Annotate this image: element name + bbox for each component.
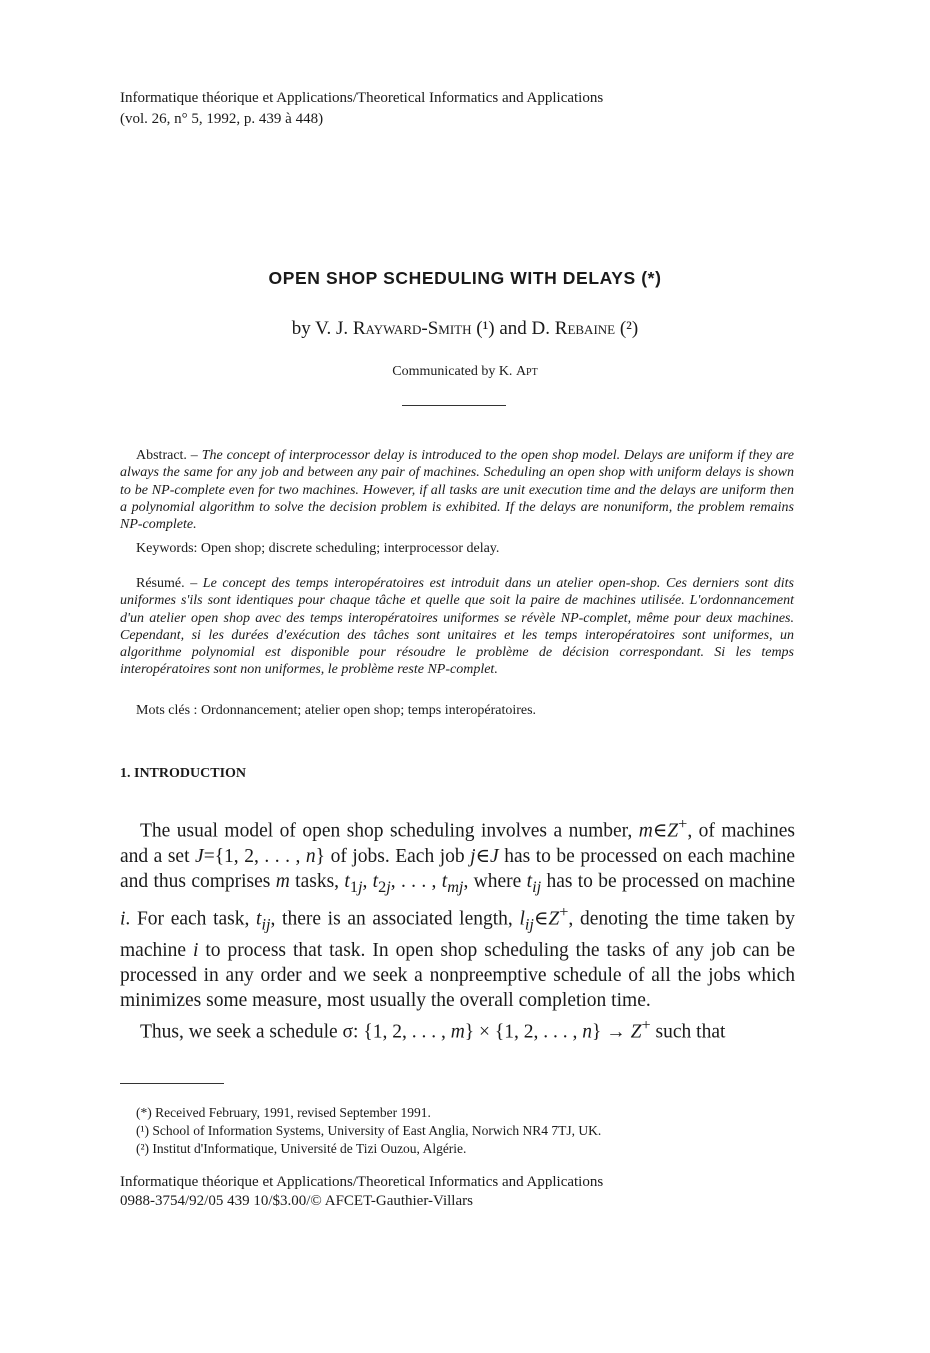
footer-code: 0988-3754/92/05 439 10/$3.00/© AFCET-Gauthier-Villars xyxy=(120,1193,473,1209)
by-text: by V. J. xyxy=(291,318,349,339)
footer-journal: Informatique théorique et Applications/Theoretical Informatics and Applications xyxy=(120,1174,604,1190)
communicated-by xyxy=(0,364,930,380)
intro-paragraph-2: Thus, we seek a schedule σ: {1, 2, . . . , m} × {1, 2, . . . , n} → Z+ such that xyxy=(140,1016,726,1043)
intro-body xyxy=(120,812,795,1045)
journal-name: Informatique théorique et Applications/Theoretical Informatics and Applications xyxy=(120,90,604,106)
footnote-author-2: (²) Institut d'Informatique, Université de Tizi Ouzou, Algérie. xyxy=(136,1141,467,1156)
footnote-author-1: (¹) School of Information Systems, University of East Anglia, Norwich NR4 7TJ, UK. xyxy=(136,1123,602,1138)
abstract xyxy=(120,447,794,533)
mots-cles: Mots clés : Ordonnancement; atelier open shop; temps interopératoires. xyxy=(136,703,537,718)
section-heading: 1. INTRODUCTION xyxy=(120,766,247,781)
paper-title: OPEN SHOP SCHEDULING WITH DELAYS (*) xyxy=(268,268,662,288)
author-1-footnote: (¹) and D. xyxy=(476,318,551,339)
author-1: Rayward-Smith xyxy=(352,318,472,339)
author-2-footnote: (²) xyxy=(619,318,639,339)
resume-label: Résumé. – xyxy=(136,576,198,591)
footnote-received: (*) Received February, 1991, revised September 1991. xyxy=(136,1105,431,1120)
author-line xyxy=(0,318,930,340)
keywords: Keywords: Open shop; discrete scheduling; interprocessor delay. xyxy=(136,541,500,556)
author-2: Rebaine xyxy=(554,318,616,339)
abstract-label: Abstract. – xyxy=(136,448,198,463)
communicated-label: Communicated by K. xyxy=(392,364,513,379)
intro-paragraph-1: The usual model of open shop scheduling involves a number, m∈Z+, of machines and a set J={1, 2, . . . , n} of jobs. Each job j∈J has to be processed on each machine and thus comprises m tasks, $t_{1j}$, $t_{2j}$, . . . , $t_{mj}$, where $t_{ij}$ has to be processed on machine i. For each task, $t_{ij}$, there is an associated length, $l_{ij}\in Z^+$, denoting the time taken by machine i to process that task. In open shop scheduling the tasks of any job can be processed in any order and we seek a nonpreemptive schedule of all the jobs which minimizes some measure, most usually the overall completion time. xyxy=(120,815,796,1011)
volume-info: (vol. 26, n° 5, 1992, p. 439 à 448) xyxy=(120,111,324,127)
resume-text: Le concept des temps interopératoires est introduit dans un atelier open-shop. Ces derniers sont dits uniformes s'ils sont identiques pour chaque tâche et quelle que soit la paire de machines utilisée. L'ordonnancement d'un atelier open shop avec des temps interopératoires uniformes se révèle NP-complet, même pour deux machines. Cependant, si les durées d'exécution des tâches sont unitaires et les temps interopératoires sont uniformes, un algorithme polynomial est disponible pour résoudre le problème de décision correspondant. Si les temps interopératoires sont non uniformes, le problème reste NP-complet. xyxy=(120,576,794,678)
page-footer xyxy=(120,1173,603,1211)
abstract-text: The concept of interprocessor delay is introduced to the open shop model. Delays are uniform if they are always the same for any job and between any pair of machines. Scheduling an open shop with uniform delays is shown to be NP-complete even for two machines. However, if all tasks are unit execution time and the delays are uniform then a polynomial algorithm to solve the decision problem is exhibited. If the delays are nonuniform, the problem remains NP-complete. xyxy=(120,448,794,533)
resume xyxy=(120,575,794,679)
communicator-name: Apt xyxy=(515,364,538,379)
journal-header xyxy=(120,88,603,130)
footnote-divider xyxy=(120,1083,224,1084)
title-divider xyxy=(402,405,506,406)
